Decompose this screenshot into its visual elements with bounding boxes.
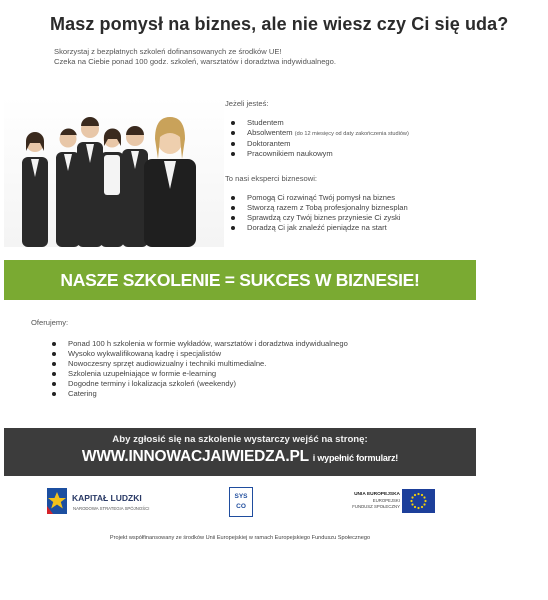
list-item: Wysoko wykwalifikowaną kadrę i specjalistów (46, 349, 348, 359)
cta-bar (4, 428, 476, 476)
list-item: Pracownikiem naukowym (225, 149, 409, 159)
sysco-logo (229, 487, 253, 517)
eu-line-1: UNIA EUROPEJSKA (354, 492, 400, 497)
audience-list (225, 118, 409, 159)
cta-tail: i wypełnić formularz! (312, 453, 399, 463)
page-title: Masz pomysł na biznes, ale nie wiesz czy Ci się uda? (50, 14, 509, 34)
slogan-banner: NASZE SZKOLENIE = SUKCES W BIZNESIE! (4, 260, 476, 300)
cta-line-1: Aby zgłosić się na szkolenie wystarczy wejść na stronę: (112, 434, 368, 445)
list-item: Doradzą Ci jak znaleźć pieniądze na start (225, 223, 408, 233)
list-item: Stworzą razem z Tobą profesjonalny biznesplan (225, 203, 408, 213)
list-item: Sprawdzą czy Twój biznes przyniesie Ci zyski (225, 213, 408, 223)
experts-label: To nasi eksperci biznesowi: (225, 174, 318, 183)
list-item: Pomogą Ci rozwinąć Twój pomysł na biznes (225, 193, 408, 203)
offer-label: Oferujemy: (31, 318, 69, 327)
audience-label: Jeżeli jesteś: (225, 99, 269, 108)
business-team-photo (4, 97, 224, 247)
list-item: Dogodne terminy i lokalizacja szkoleń (weekendy) (46, 379, 348, 389)
eu-line-2: EUROPEJSKI (372, 498, 400, 503)
eu-flag-icon (402, 489, 435, 513)
eu-line-3: FUNDUSZ SPOŁECZNY (352, 503, 400, 509)
sysco-line-1: SYS (234, 493, 248, 500)
list-item: Ponad 100 h szkolenia w formie wykładów, warsztatów i doradztwa indywidualnego (46, 339, 348, 349)
cta-line-2 (4, 448, 476, 466)
list-item: Doktorantem (225, 139, 409, 149)
list-item: Nowoczesny sprzęt audiowizualny i techniki multimedialne. (46, 359, 348, 369)
kapital-ludzki-name: KAPITAŁ LUDZKI (72, 493, 142, 503)
footer-note: Projekt współfinansowany ze środków Unii Europejskiej w ramach Europejskiego Funduszu Społecznego (109, 535, 371, 541)
intro-line-2: Czeka na Ciebie ponad 100 godz. szkoleń, warsztatów i doradztwa indywidualnego. (54, 57, 336, 66)
kapital-ludzki-logo-icon (45, 484, 69, 518)
intro-text (54, 47, 336, 67)
cta-url-link[interactable]: WWW.INNOWACJAIWIEDZA.PL (81, 448, 309, 465)
list-item: Catering (46, 389, 348, 399)
business-team-illustration (4, 97, 224, 247)
graduate-note: (do 12 miesięcy od daty zakończenia studiów) (294, 131, 409, 137)
list-item: Absolwentem (do 12 miesięcy od daty zakończenia studiów) (225, 128, 409, 139)
list-item: Studentem (225, 118, 409, 128)
kapital-ludzki-subtitle: NARODOWA STRATEGIA SPÓJNOŚCI (73, 506, 150, 511)
intro-line-1: Skorzystaj z bezpłatnych szkoleń dofinansowanych ze środków UE! (54, 47, 282, 56)
offer-list (46, 339, 348, 399)
eu-logo-text (340, 491, 400, 509)
list-item: Szkolenia uzupełniające w formie e-learning (46, 369, 348, 379)
sysco-line-2: CO (236, 503, 246, 510)
experts-list (225, 193, 408, 233)
